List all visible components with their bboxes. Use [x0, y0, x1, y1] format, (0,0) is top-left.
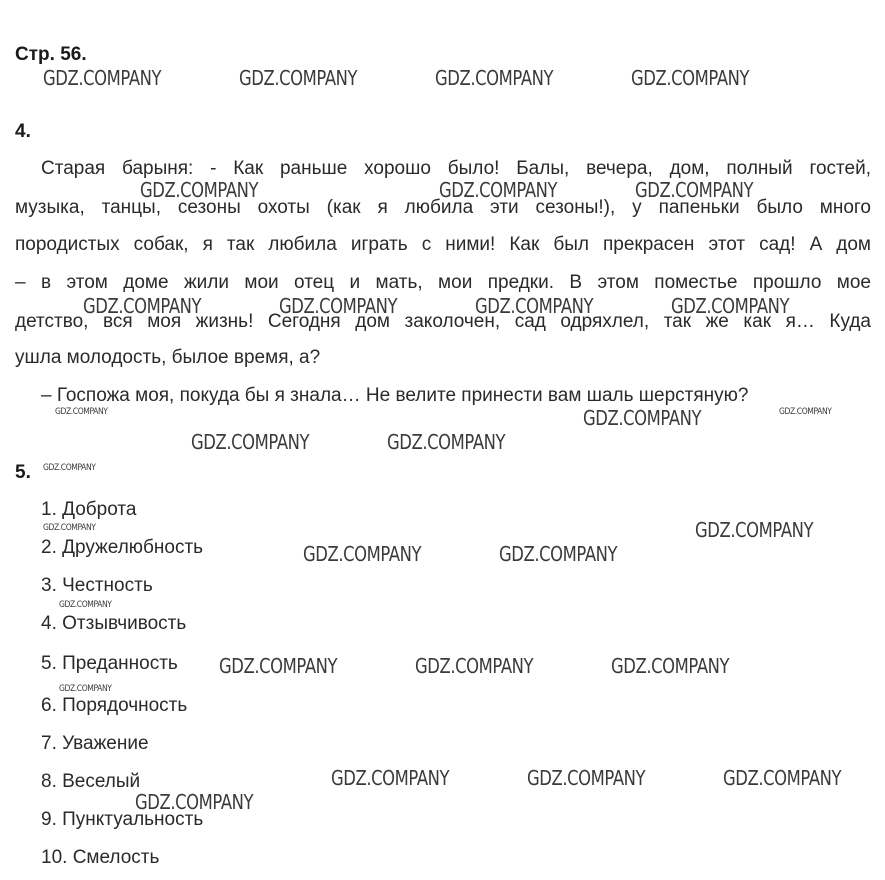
watermark-text: GDZ.COMPANY — [695, 518, 814, 542]
watermark-text: GDZ.COMPANY — [303, 542, 422, 566]
watermark-text: GDZ.COMPANY — [55, 407, 108, 417]
watermark-text: GDZ.COMPANY — [499, 542, 618, 566]
watermark-text: GDZ.COMPANY — [779, 407, 832, 417]
paragraph-line: музыка, танцы, сезоны охоты (как я любила эти сезоны!), у папеньки было много — [15, 197, 871, 218]
page-label: Стр. 56. — [15, 44, 87, 65]
watermark-text: GDZ.COMPANY — [140, 178, 259, 202]
list-item: 4. Отзывчивость — [41, 613, 187, 634]
watermark-text: GDZ.COMPANY — [583, 406, 702, 430]
watermark-text: GDZ.COMPANY — [83, 294, 202, 318]
dialogue-reply: – Госпожа моя, покуда бы я знала… Не велите принести вам шаль шерстяную? — [41, 385, 749, 406]
watermark-text: GDZ.COMPANY — [135, 790, 254, 814]
list-item: 2. Дружелюбность — [41, 537, 204, 558]
paragraph-line: – в этом доме жили мои отец и мать, мои предки. В этом поместье прошло мое — [15, 272, 871, 293]
watermark-text: GDZ.COMPANY — [475, 294, 594, 318]
watermark-text: GDZ.COMPANY — [59, 600, 112, 610]
list-item: 6. Порядочность — [41, 695, 188, 716]
paragraph-line: Старая барыня: - Как раньше хорошо было! Балы, вечера, дом, полный гостей, — [41, 158, 871, 179]
list-item: 3. Честность — [41, 575, 153, 596]
list-item: 10. Смелость — [41, 847, 160, 868]
watermark-text: GDZ.COMPANY — [43, 66, 162, 90]
list-item: 9. Пунктуальность — [41, 809, 204, 830]
watermark-text: GDZ.COMPANY — [191, 430, 310, 454]
watermark-text: GDZ.COMPANY — [671, 294, 790, 318]
watermark-text: GDZ.COMPANY — [279, 294, 398, 318]
watermark-text: GDZ.COMPANY — [239, 66, 358, 90]
list-item: 5. Преданность — [41, 653, 178, 674]
section-4-number: 4. — [15, 121, 31, 142]
watermark-text: GDZ.COMPANY — [43, 463, 96, 473]
watermark-text: GDZ.COMPANY — [723, 766, 842, 790]
section-5-number: 5. — [15, 462, 31, 483]
watermark-text: GDZ.COMPANY — [635, 178, 754, 202]
paragraph-line: породистых собак, я так любила играть с ними! Как был прекрасен этот сад! А дом — [15, 234, 871, 255]
watermark-text: GDZ.COMPANY — [631, 66, 750, 90]
watermark-text: GDZ.COMPANY — [439, 178, 558, 202]
list-item: 8. Веселый — [41, 771, 141, 792]
watermark-text: GDZ.COMPANY — [219, 654, 338, 678]
watermark-text: GDZ.COMPANY — [415, 654, 534, 678]
watermark-text: GDZ.COMPANY — [59, 684, 112, 694]
watermark-text: GDZ.COMPANY — [527, 766, 646, 790]
watermark-text: GDZ.COMPANY — [331, 766, 450, 790]
list-item: 1. Доброта — [41, 499, 137, 520]
paragraph-line: детство, вся моя жизнь! Сегодня дом заколочен, сад одряхлел, так же как я… Куда — [15, 311, 871, 332]
watermark-text: GDZ.COMPANY — [43, 523, 96, 533]
paragraph-line: ушла молодость, былое время, а? — [15, 347, 321, 368]
list-item: 7. Уважение — [41, 733, 149, 754]
watermark-text: GDZ.COMPANY — [611, 654, 730, 678]
watermark-text: GDZ.COMPANY — [387, 430, 506, 454]
watermark-text: GDZ.COMPANY — [435, 66, 554, 90]
